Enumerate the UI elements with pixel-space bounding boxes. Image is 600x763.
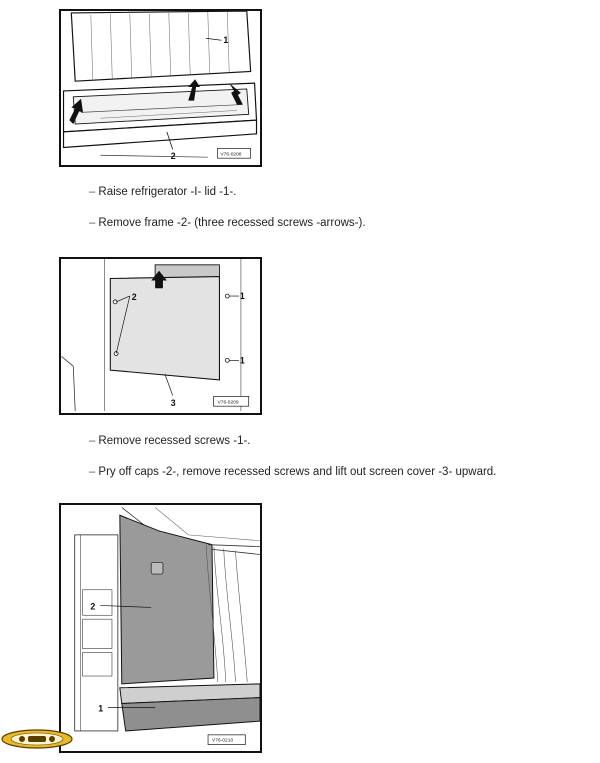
callout-2: 2 bbox=[170, 151, 176, 162]
figure-code: V76-0208 bbox=[220, 152, 242, 158]
callout-1-bottom: 1 bbox=[239, 355, 245, 366]
list-dash: – bbox=[89, 217, 96, 229]
step-4-text: Pry off caps -2-, remove recessed screws and lift out screen cover -3- upward. bbox=[98, 466, 497, 478]
figure-code: V76-0210 bbox=[211, 738, 234, 744]
list-dash: – bbox=[89, 466, 96, 478]
list-dash: – bbox=[89, 186, 96, 198]
step-3 bbox=[89, 435, 251, 447]
panel-cushion-illustration bbox=[61, 505, 260, 751]
figure-code: V76-0209 bbox=[217, 400, 239, 406]
callout-1: 1 bbox=[98, 703, 104, 714]
figure-panel-cushion bbox=[59, 503, 262, 753]
step-4 bbox=[89, 466, 496, 478]
step-3-text: Remove recessed screws -1-. bbox=[98, 435, 251, 447]
step-1-text: Raise refrigerator -I- lid -1-. bbox=[98, 186, 237, 198]
refrigerator-lid-illustration bbox=[61, 11, 260, 165]
step-1 bbox=[89, 186, 236, 198]
figure-refrigerator-lid bbox=[59, 9, 262, 167]
figure-screen-cover bbox=[59, 257, 262, 415]
step-2-text: Remove frame -2- (three recessed screws -arrows-). bbox=[98, 217, 366, 229]
callout-3: 3 bbox=[170, 398, 176, 409]
brand-logo bbox=[0, 728, 74, 750]
callout-1: 1 bbox=[223, 35, 229, 46]
callout-1-top: 1 bbox=[239, 290, 245, 301]
callout-2: 2 bbox=[131, 291, 137, 302]
screen-cover-illustration bbox=[61, 259, 260, 413]
step-2 bbox=[89, 217, 366, 229]
callout-2: 2 bbox=[90, 601, 96, 612]
list-dash: – bbox=[89, 435, 96, 447]
